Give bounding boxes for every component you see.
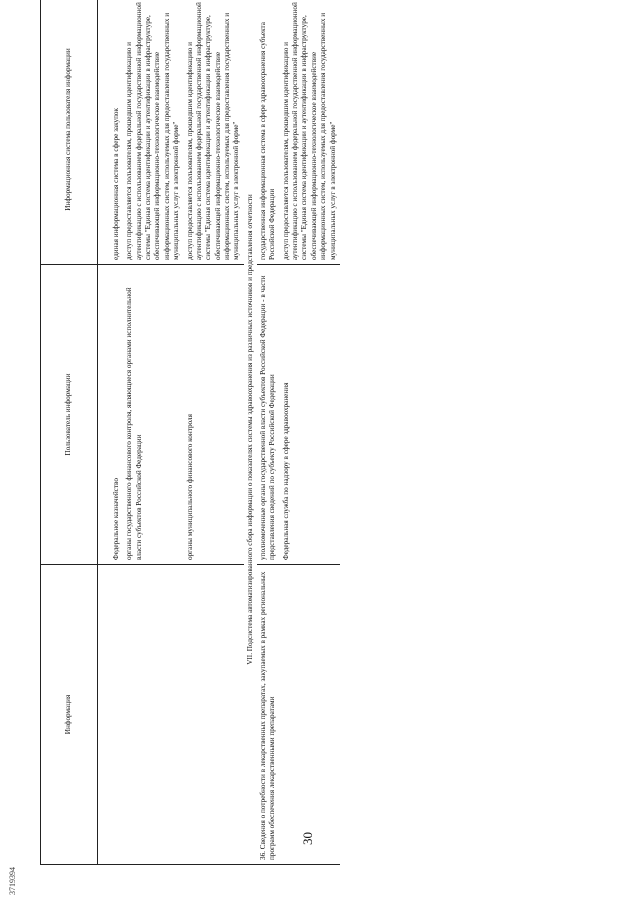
user-cell: органы муниципального финансового контроля [184, 265, 244, 565]
table-row [280, 0, 340, 865]
table-row [257, 0, 280, 865]
system-cell: доступ предоставляется пользователям, прошедшим идентификацию и аутентификацию с использованием федеральной государственной информационной системы "Единая система идентификации и аутентификации в инфраструктуре, обеспечивающей информационно-технологическое взаимодействие информационных систем, используемых для предоставления государственных и муниципальных услуг в электронной форме" [123, 0, 183, 265]
info-cell [184, 565, 244, 865]
system-cell: доступ предоставляется пользователям, прошедшим идентификацию и аутентификацию с использованием федеральной государственной информационной системы "Единая система идентификации и аутентификации в инфраструктуре, обеспечивающей информационно-технологическое взаимодействие информационных систем, используемых для предоставления государственных и муниципальных услуг в электронной форме" [184, 0, 244, 265]
info-cell [98, 565, 124, 865]
info-cell [123, 565, 183, 865]
section-vii-title: VII. Подсистема автоматизированного сбора информации о показателях системы здравоохранения из различных источников и представления отчетности [244, 0, 257, 865]
user-cell: уполномоченные органы государственной власти субъектов Российской Федерации - в части представления сведений по субъекту Российской Федерации [257, 265, 280, 565]
data-table [40, 0, 340, 865]
user-cell: Федеральная служба по надзору в сфере здравоохранения [280, 265, 340, 565]
system-cell: единая информационная система в сфере закупок [98, 0, 124, 265]
info-cell [280, 565, 340, 865]
system-cell: доступ предоставляется пользователям, прошедшим идентификацию и аутентификацию с использованием федеральной государственной информационной системы "Единая система идентификации и аутентификации в инфраструктуре, обеспечивающей информационно-технологическое взаимодействие информационных систем, используемых для предоставления государственных и муниципальных услуг в электронной форме" [280, 0, 340, 265]
table-row [184, 0, 244, 865]
page-number: 30 [300, 832, 315, 845]
user-cell: органы государственного финансового контроля, являющиеся органами исполнительной власти субъектов Российской Федерации [123, 265, 183, 565]
header-user-information-system: Информационная система пользователя информации [41, 0, 98, 265]
header-information-user: Пользователь информации [41, 265, 98, 565]
table-row [98, 0, 124, 865]
table-row [123, 0, 183, 865]
info-cell: 36. Сведения о потребности в лекарственных препаратах, закупаемых в рамках региональных программ обеспечения лекарственными препаратами [257, 565, 280, 865]
user-cell: Федеральное казначейство [98, 265, 124, 565]
table-header-row [41, 0, 98, 865]
system-cell: государственная информационная система в сфере здравоохранения субъекта Российской Федерации [257, 0, 280, 265]
header-information: Информация [41, 565, 98, 865]
document-id-code: 3719394 [8, 867, 17, 895]
section-title-row [244, 0, 257, 865]
